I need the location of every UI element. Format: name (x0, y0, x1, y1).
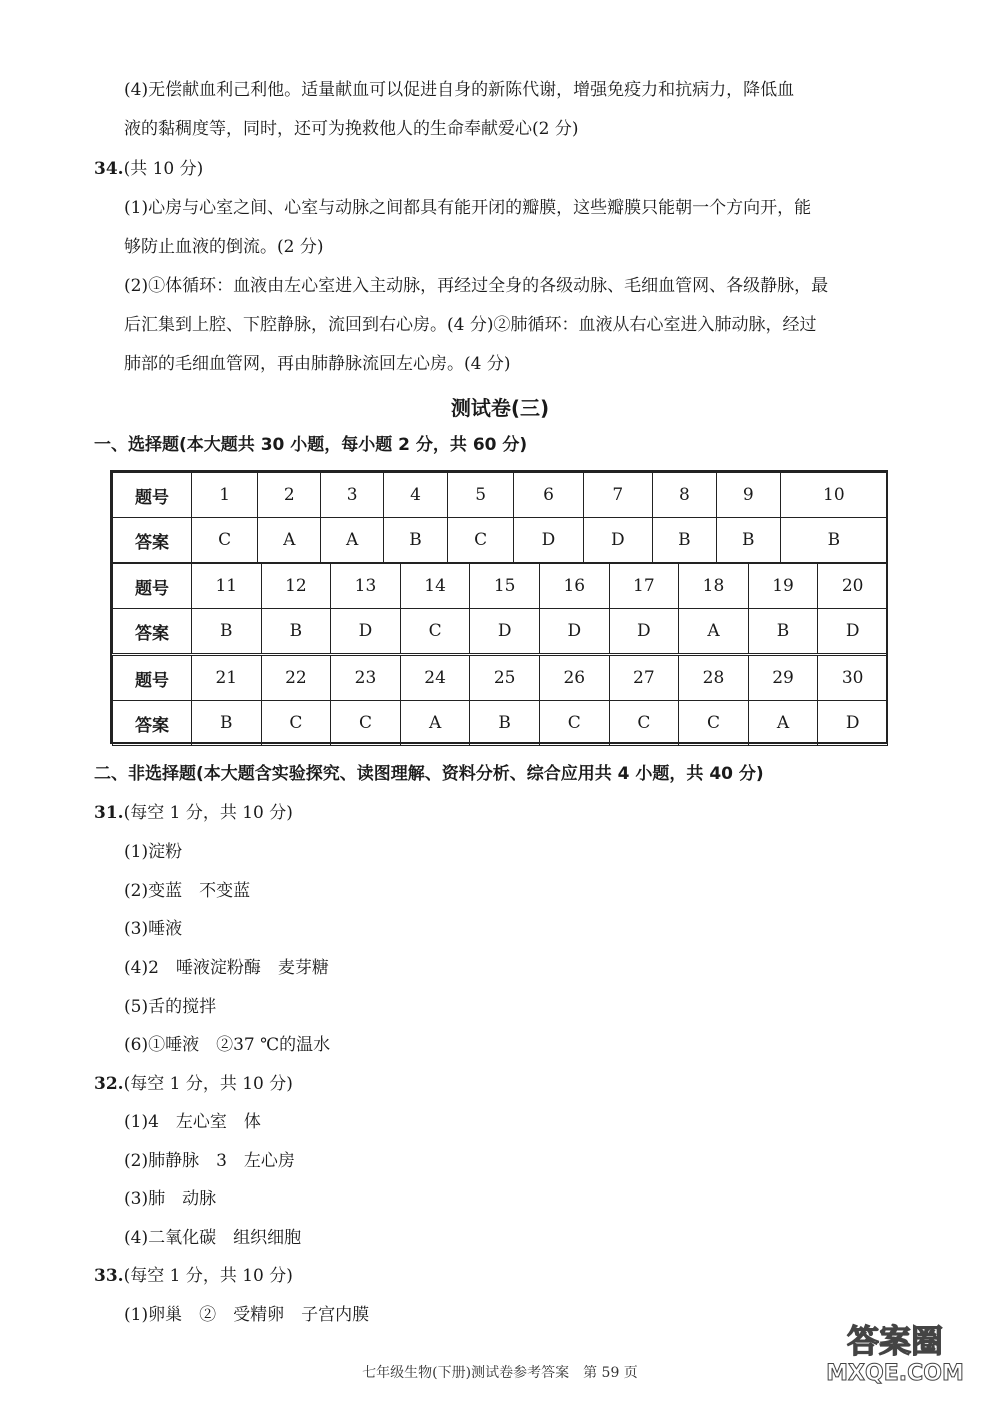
question-33-points: (每空 1 分，共 10 分) (123, 1266, 293, 1286)
question-number-cell: 16 (539, 564, 609, 609)
answer-cell: C (679, 701, 749, 746)
question-number-cell: 7 (583, 473, 652, 518)
answer-row-label: 答案 (113, 609, 192, 654)
question-number-cell: 30 (818, 656, 888, 701)
question-number-cell: 25 (470, 656, 540, 701)
question-number-cell: 20 (818, 564, 888, 609)
answer-33-4-line1: (4)无偿献血利己利他。适量献血可以促进自身的新陈代谢，增强免疫力和抗病力，降低血 (124, 80, 795, 100)
q32-answer-3: (3)肺 动脉 (124, 1189, 217, 1209)
question-number-cell: 4 (384, 473, 448, 518)
watermark-bottom-text: MXQE.COM (826, 1361, 964, 1386)
answer-cell: B (261, 609, 331, 654)
question-number-cell: 12 (261, 564, 331, 609)
question-number-cell: 3 (321, 473, 384, 518)
q31-answer-2: (2)变蓝 不变蓝 (124, 881, 251, 901)
answer-cell: B (192, 701, 262, 746)
answer-cell: D (539, 609, 609, 654)
answer-cell: B (780, 518, 887, 563)
question-number-cell: 27 (609, 656, 679, 701)
answer-34-2-line1: (2)①体循环：血液由左心室进入主动脉，再经过全身的各级动脉、毛细血管网、各级静脉，最 (124, 276, 829, 296)
question-34-header (94, 157, 203, 181)
question-number-row-label: 题号 (113, 564, 192, 609)
answer-cell: D (470, 609, 540, 654)
q32-answer-1: (1)4 左心室 体 (124, 1112, 261, 1132)
question-33-number: 33. (94, 1266, 124, 1286)
answer-34-1-line2: 够防止血液的倒流。(2 分) (124, 237, 324, 257)
q33-answer-1: (1)卵巢 ② 受精卵 子宫内膜 (124, 1305, 370, 1325)
answer-cell: C (609, 701, 679, 746)
answer-cell: C (192, 518, 258, 563)
question-34-points: (共 10 分) (123, 159, 204, 179)
question-number-row (113, 564, 888, 609)
answer-34-1-line1: (1)心房与心室之间、心室与动脉之间都具有能开闭的瓣膜，这些瓣膜只能朝一个方向开，能 (124, 198, 812, 218)
watermark-logo (820, 1316, 970, 1386)
question-number-cell: 9 (716, 473, 780, 518)
question-number-cell: 26 (539, 656, 609, 701)
page-footer: 七年级生物(下册)测试卷参考答案 第 59 页 (362, 1365, 638, 1381)
answer-cell: B (192, 609, 262, 654)
question-number-cell: 28 (679, 656, 749, 701)
section2-heading: 二、非选择题(本大题含实验探究、读图理解、资料分析、综合应用共 4 小题，共 40 分) (94, 764, 764, 784)
question-number-cell: 18 (679, 564, 749, 609)
question-number-row-label: 题号 (113, 656, 192, 701)
answer-cell: C (539, 701, 609, 746)
q31-answer-4: (4)2 唾液淀粉酶 麦芽糖 (124, 958, 329, 978)
answer-cell: A (400, 701, 470, 746)
test-title: 测试卷(三) (450, 396, 550, 420)
question-number-cell: 15 (470, 564, 540, 609)
question-number-cell: 2 (258, 473, 321, 518)
answer-row (113, 701, 888, 746)
question-number-cell: 13 (331, 564, 401, 609)
answer-cell: D (818, 701, 888, 746)
question-number-cell: 17 (609, 564, 679, 609)
question-number-cell: 29 (748, 656, 818, 701)
q32-answer-4: (4)二氧化碳 组织细胞 (124, 1228, 302, 1248)
question-number-row (113, 473, 888, 518)
answer-34-2-line3: 肺部的毛细血管网，再由肺静脉流回左心房。(4 分) (124, 354, 511, 374)
question-number-cell: 5 (448, 473, 514, 518)
answer-cell: D (609, 609, 679, 654)
answer-cell: C (448, 518, 514, 563)
answer-cell: B (384, 518, 448, 563)
question-31-header (94, 801, 293, 825)
answer-cell: C (331, 701, 401, 746)
answer-34-2-line2: 后汇集到上腔、下腔静脉，流回到右心房。(4 分)②肺循环：血液从右心室进入肺动脉，经过 (124, 315, 817, 335)
answer-cell: A (321, 518, 384, 563)
answer-cell: C (261, 701, 331, 746)
answer-table-11-20 (112, 563, 888, 654)
question-number-cell: 22 (261, 656, 331, 701)
question-32-header (94, 1072, 293, 1096)
question-31-number: 31. (94, 803, 124, 823)
section1-heading: 一、选择题(本大题共 30 小题，每小题 2 分，共 60 分) (94, 435, 528, 455)
answer-cell: B (470, 701, 540, 746)
question-number-cell: 23 (331, 656, 401, 701)
answer-cell: A (258, 518, 321, 563)
question-number-cell: 8 (652, 473, 716, 518)
question-number-cell: 10 (780, 473, 887, 518)
q31-answer-5: (5)舌的搅拌 (124, 997, 217, 1017)
question-number-cell: 21 (192, 656, 262, 701)
q31-answer-1: (1)淀粉 (124, 842, 183, 862)
question-number-cell: 11 (192, 564, 262, 609)
answer-cell: D (583, 518, 652, 563)
answer-cell: C (400, 609, 470, 654)
question-33-header (94, 1264, 293, 1288)
q31-answer-3: (3)唾液 (124, 919, 183, 939)
question-34-number: 34. (94, 159, 124, 179)
question-32-points: (每空 1 分，共 10 分) (123, 1074, 293, 1094)
q31-answer-6: (6)①唾液 ②37 ℃的温水 (124, 1035, 331, 1055)
answer-row (113, 609, 888, 654)
answer-cell: D (331, 609, 401, 654)
question-number-row-label: 题号 (113, 473, 192, 518)
question-number-cell: 6 (514, 473, 583, 518)
question-number-cell: 1 (192, 473, 258, 518)
question-32-number: 32. (94, 1074, 124, 1094)
question-number-row (113, 656, 888, 701)
watermark-top-text: 答案圈 (846, 1322, 944, 1360)
answer-cell: D (818, 609, 888, 654)
answer-table-21-30 (112, 655, 888, 746)
answer-cell: B (748, 609, 818, 654)
answer-table-1-10 (112, 472, 888, 563)
answer-cell: A (748, 701, 818, 746)
question-number-cell: 14 (400, 564, 470, 609)
answer-row-label: 答案 (113, 518, 192, 563)
question-number-cell: 19 (748, 564, 818, 609)
answer-cell: A (679, 609, 749, 654)
q32-answer-2: (2)肺静脉 3 左心房 (124, 1151, 295, 1171)
answer-33-4-line2: 液的黏稠度等，同时，还可为挽救他人的生命奉献爱心(2 分) (124, 119, 579, 139)
question-number-cell: 24 (400, 656, 470, 701)
answer-cell: D (514, 518, 583, 563)
answer-cell: B (716, 518, 780, 563)
answer-row-label: 答案 (113, 701, 192, 746)
answer-row (113, 518, 888, 563)
answer-cell: B (652, 518, 716, 563)
question-31-points: (每空 1 分，共 10 分) (123, 803, 293, 823)
